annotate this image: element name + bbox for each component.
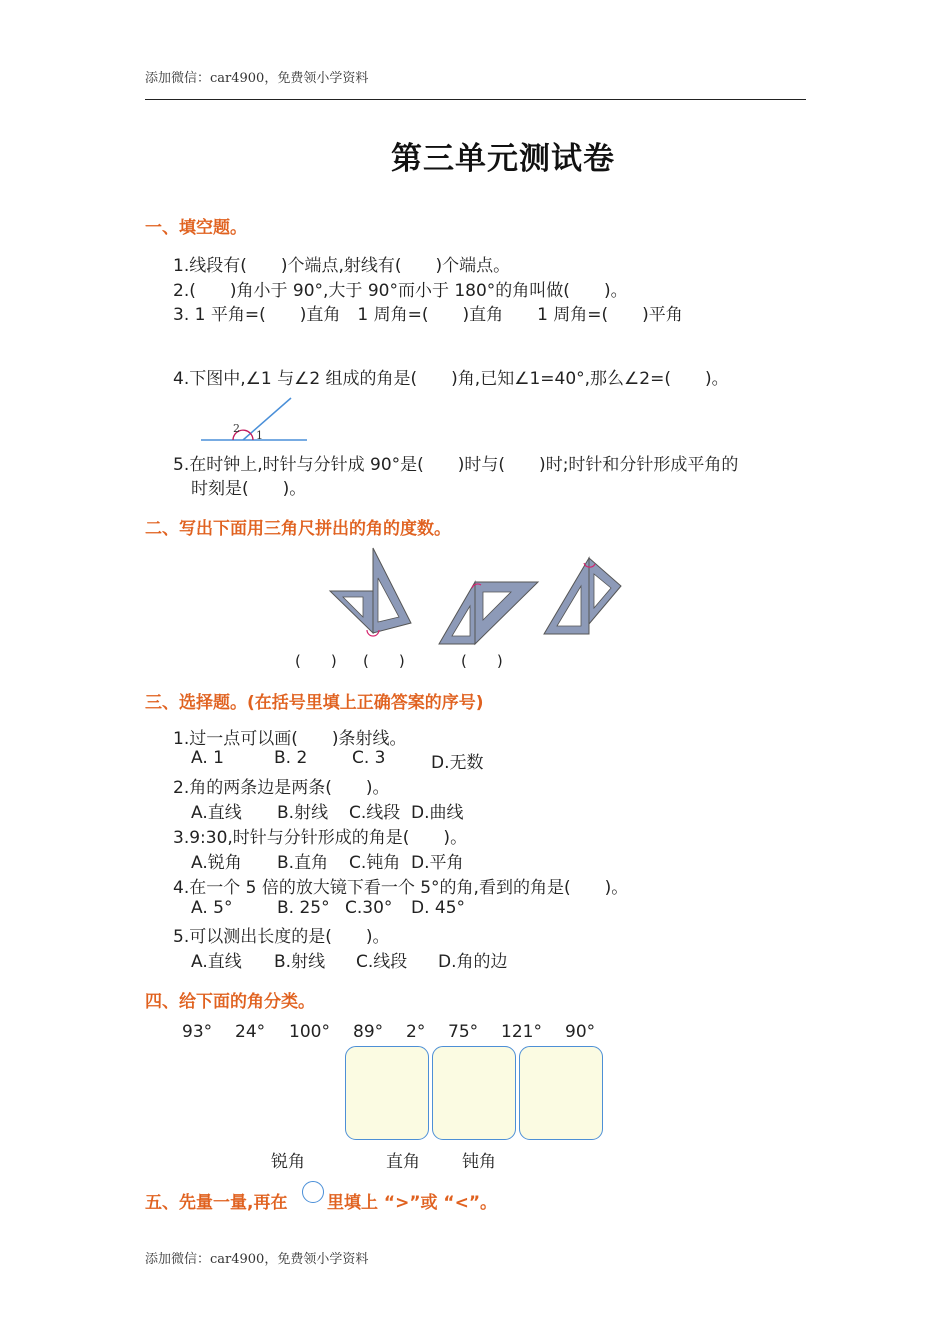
s1-question-2: 2.( )角小于 90°,大于 90°而小于 180°的角叫做( )。 bbox=[173, 281, 628, 301]
footer-note: 添加微信：car4900，免费领小学资料 bbox=[145, 1252, 369, 1267]
s1-question-1: 1.线段有( )个端点,射线有( )个端点。 bbox=[173, 256, 511, 276]
section5-heading-part2: 里填上 “>”或 “<”。 bbox=[327, 1193, 498, 1213]
s3-q2-option-d: D.曲线 bbox=[411, 803, 464, 823]
s3-q1-option-d: D.无数 bbox=[431, 753, 484, 773]
header-rule bbox=[145, 99, 806, 100]
s3-q1-option-c: C. 3 bbox=[352, 748, 386, 768]
angle-figure bbox=[195, 392, 315, 444]
s4-angle-2: 24° bbox=[235, 1022, 266, 1042]
header-note: 添加微信：car4900，免费领小学资料 bbox=[145, 71, 369, 86]
s3-q1-option-a: A. 1 bbox=[191, 748, 224, 768]
angle-label-1: 1 bbox=[256, 429, 263, 442]
s2-blank-3: ( ) bbox=[461, 652, 503, 670]
s1-question-5-line2: 时刻是( )。 bbox=[191, 479, 307, 499]
s1-question-5-line1: 5.在时钟上,时针与分针成 90°是( )时与( )时;时针和分针形成平角的 bbox=[173, 455, 739, 475]
s3-q3-option-d: D.平角 bbox=[411, 853, 464, 873]
s4-angle-7: 121° bbox=[501, 1022, 542, 1042]
s3-q1-option-b: B. 2 bbox=[274, 748, 308, 768]
s3-q4-option-c: C.30° bbox=[345, 898, 393, 918]
section5-heading-part1: 五、先量一量,再在 bbox=[145, 1193, 288, 1213]
s2-blank-1: ( ) bbox=[295, 652, 337, 670]
triangle-rulers-figure bbox=[325, 544, 625, 648]
s3-q5-option-c: C.线段 bbox=[356, 952, 408, 972]
s1-question-4: 4.下图中,∠1 与∠2 组成的角是( )角,已知∠1=40°,那么∠2=( )。 bbox=[173, 369, 729, 389]
s3-question-3: 3.9:30,时针与分针形成的角是( )。 bbox=[173, 828, 468, 848]
s1-question-3: 3. 1 平角=( )直角 1 周角=( )直角 1 周角=( )平角 bbox=[173, 305, 683, 325]
s3-q2-option-c: C.线段 bbox=[349, 803, 401, 823]
s3-q5-option-d: D.角的边 bbox=[438, 952, 508, 972]
section4-heading: 四、给下面的角分类。 bbox=[145, 992, 315, 1012]
s4-angle-8: 90° bbox=[565, 1022, 596, 1042]
s3-q4-option-b: B. 25° bbox=[277, 898, 330, 918]
page-title: 第三单元测试卷 bbox=[391, 141, 615, 177]
s3-q2-option-a: A.直线 bbox=[191, 803, 242, 823]
acute-angle-box[interactable] bbox=[345, 1046, 429, 1140]
label-obtuse: 钝角 bbox=[462, 1152, 496, 1172]
s3-q3-option-c: C.钝角 bbox=[349, 853, 401, 873]
right-angle-box[interactable] bbox=[432, 1046, 516, 1140]
s3-question-4: 4.在一个 5 倍的放大镜下看一个 5°的角,看到的角是( )。 bbox=[173, 878, 629, 898]
s4-angle-5: 2° bbox=[406, 1022, 426, 1042]
s4-angle-3: 100° bbox=[289, 1022, 330, 1042]
s4-angle-4: 89° bbox=[353, 1022, 384, 1042]
s3-q3-option-a: A.锐角 bbox=[191, 853, 242, 873]
label-acute: 锐角 bbox=[271, 1152, 305, 1172]
s4-angle-1: 93° bbox=[182, 1022, 213, 1042]
compare-circle-icon bbox=[302, 1181, 324, 1203]
s3-question-1: 1.过一点可以画( )条射线。 bbox=[173, 729, 407, 749]
section2-heading: 二、写出下面用三角尺拼出的角的度数。 bbox=[145, 519, 451, 539]
s4-angle-6: 75° bbox=[448, 1022, 479, 1042]
angle-label-2: 2 bbox=[233, 422, 240, 435]
obtuse-angle-box[interactable] bbox=[519, 1046, 603, 1140]
s3-question-2: 2.角的两条边是两条( )。 bbox=[173, 778, 390, 798]
s3-q4-option-a: A. 5° bbox=[191, 898, 233, 918]
s3-q5-option-b: B.射线 bbox=[274, 952, 326, 972]
s3-q4-option-d: D. 45° bbox=[411, 898, 466, 918]
section3-heading: 三、选择题。(在括号里填上正确答案的序号) bbox=[145, 693, 484, 713]
angle-1-arc bbox=[250, 433, 253, 440]
label-right: 直角 bbox=[386, 1152, 420, 1172]
s3-q5-option-a: A.直线 bbox=[191, 952, 242, 972]
section1-heading: 一、填空题。 bbox=[145, 218, 247, 238]
s3-q3-option-b: B.直角 bbox=[277, 853, 329, 873]
s3-q2-option-b: B.射线 bbox=[277, 803, 329, 823]
s3-question-5: 5.可以测出长度的是( )。 bbox=[173, 927, 390, 947]
s2-blank-2: ( ) bbox=[363, 652, 405, 670]
